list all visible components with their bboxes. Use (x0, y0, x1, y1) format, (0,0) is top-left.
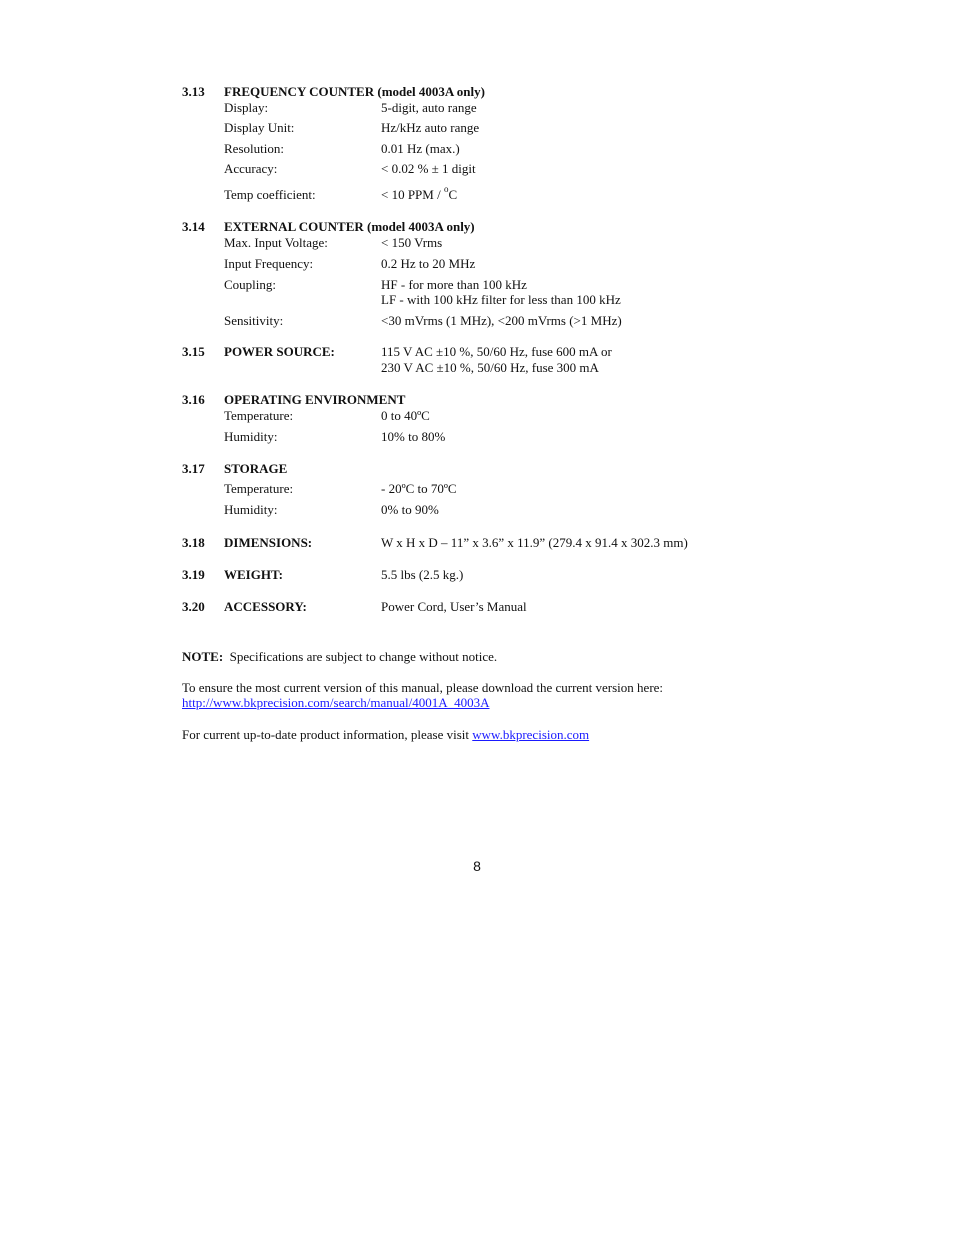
degree-symbol: o (443, 183, 449, 194)
manual-download-link[interactable]: http://www.bkprecision.com/search/manual/4001A_4003A (182, 695, 490, 710)
section-number-3-17: 3.17 (182, 461, 205, 476)
spec-value: 0.01 Hz (max.) (381, 141, 460, 156)
section-number-3-19: 3.19 (182, 567, 205, 582)
spec-value: HF - for more than 100 kHz (381, 277, 527, 292)
spec-value: W x H x D – 11” x 3.6” x 11.9” (279.4 x 91.4 x 302.3 mm) (381, 535, 688, 550)
spec-label: Resolution: (224, 141, 284, 156)
section-number-3-13: 3.13 (182, 84, 205, 99)
spec-label: Display: (224, 100, 269, 115)
spec-value: 115 V AC ±10 %, 50/60 Hz, fuse 600 mA or (381, 344, 612, 359)
spec-value: 0 to 40ºC (381, 408, 430, 423)
spec-label: Input Frequency: (224, 256, 314, 271)
section-title-storage: STORAGE (224, 461, 288, 476)
spec-label: Coupling: (224, 277, 277, 292)
spec-label: Accuracy: (224, 161, 278, 176)
section-title-accessory: ACCESSORY: (224, 599, 307, 614)
spec-value: 0.2 Hz to 20 MHz (381, 256, 476, 271)
spec-value: 10% to 80% (381, 429, 446, 444)
spec-value-unit: C (448, 187, 458, 202)
spec-value: 0% to 90% (381, 502, 439, 517)
spec-value: < 0.02 % ± 1 digit (381, 161, 476, 176)
spec-value: LF - with 100 kHz filter for less than 100 kHz (381, 292, 621, 307)
product-info-paragraph (182, 727, 589, 743)
spec-value: - 20ºC to 70ºC (381, 481, 457, 496)
section-number-3-15: 3.15 (182, 344, 205, 359)
section-number-3-20: 3.20 (182, 599, 205, 614)
spec-value: 5.5 lbs (2.5 kg.) (381, 567, 464, 582)
note-paragraph (182, 649, 497, 665)
spec-label: Sensitivity: (224, 313, 284, 328)
spec-label: Humidity: (224, 502, 278, 517)
section-number-3-16: 3.16 (182, 392, 205, 407)
spec-value: Power Cord, User’s Manual (381, 599, 527, 614)
spec-value: < 150 Vrms (381, 235, 443, 250)
page-number: 8 (473, 858, 481, 874)
spec-value: 230 V AC ±10 %, 50/60 Hz, fuse 300 mA (381, 360, 599, 375)
section-title-frequency-counter: FREQUENCY COUNTER (model 4003A only) (224, 84, 485, 99)
manual-link-line (182, 695, 490, 711)
note-text: Specifications are subject to change without notice. (223, 649, 498, 664)
section-title-dimensions: DIMENSIONS: (224, 535, 313, 550)
spec-label: Max. Input Voltage: (224, 235, 328, 250)
spec-label: Display Unit: (224, 120, 295, 135)
spec-label: Temp coefficient: (224, 187, 316, 202)
section-number-3-14: 3.14 (182, 219, 205, 234)
spec-value-text: < 10 PPM / (381, 187, 444, 202)
bkprecision-website-link[interactable]: www.bkprecision.com (472, 727, 590, 742)
note-label: NOTE: (182, 649, 224, 664)
spec-value: 5-digit, auto range (381, 100, 477, 115)
section-title-external-counter: EXTERNAL COUNTER (model 4003A only) (224, 219, 475, 234)
section-title-weight: WEIGHT: (224, 567, 283, 582)
spec-label: Temperature: (224, 481, 294, 496)
spec-label: Humidity: (224, 429, 278, 444)
manual-text: To ensure the most current version of this manual, please download the current version here: (182, 680, 664, 695)
spec-label: Temperature: (224, 408, 294, 423)
section-title-power-source: POWER SOURCE: (224, 344, 335, 359)
spec-value: Hz/kHz auto range (381, 120, 480, 135)
section-title-operating-environment: OPERATING ENVIRONMENT (224, 392, 406, 407)
product-info-text: For current up-to-date product information, please visit (182, 727, 473, 742)
spec-value-temp-coefficient (381, 183, 458, 203)
section-number-3-18: 3.18 (182, 535, 205, 550)
spec-value: <30 mVrms (1 MHz), <200 mVrms (>1 MHz) (381, 313, 622, 328)
